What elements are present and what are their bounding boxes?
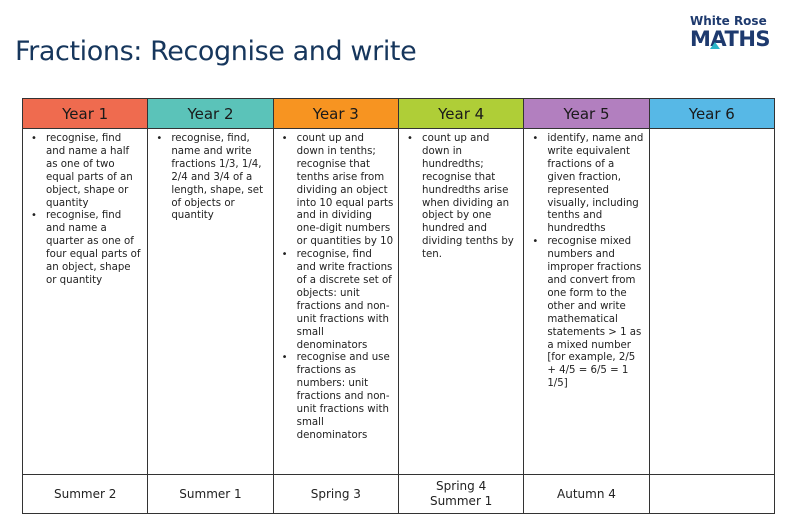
year-6-term <box>649 475 774 514</box>
year-2-header: Year 2 <box>148 99 273 129</box>
curriculum-table <box>22 98 775 514</box>
year-header-row <box>23 99 775 129</box>
year-3-term <box>273 475 398 514</box>
logo-maths-word: MATHS <box>690 27 771 51</box>
year-4-term <box>398 475 523 514</box>
year-4-objectives <box>399 133 523 262</box>
year-5-content <box>524 129 649 475</box>
page-title: Fractions: Recognise and write <box>15 36 417 67</box>
term-row <box>23 475 775 514</box>
year-1-term <box>23 475 148 514</box>
objective-item: • recognise and use fractions as numbers: unit fractions and non-unit fractions with small denominators <box>297 352 394 442</box>
logo-triangle-icon <box>710 42 720 49</box>
term-label: Summer 1 <box>179 486 242 501</box>
objective-item: • recognise, find and name a quarter as one of four equal parts of an object, shape or quantity <box>46 210 143 287</box>
objective-item: • recognise, find and write fractions of a discrete set of objects: unit fractions and non-unit fractions with small denominators <box>297 249 394 352</box>
objective-item: • count up and down in tenths; recognise that tenths arise from dividing an object into 10 equal parts and in dividing one-digit numbers or quantities by 10 <box>297 133 394 249</box>
year-2-objectives <box>148 133 272 223</box>
year-6-header: Year 6 <box>649 99 774 129</box>
term-label: Autumn 4 <box>557 486 616 501</box>
term-label: Spring 4 <box>436 479 487 493</box>
term-label: Spring 3 <box>310 486 361 501</box>
objective-item: • count up and down in hundredths; recognise that hundredths arise when dividing an object by one hundred and dividing tenths by ten. <box>422 133 519 262</box>
year-1-objectives <box>23 133 147 288</box>
year-5-header: Year 5 <box>524 99 649 129</box>
term-label: Summer 1 <box>429 494 493 508</box>
year-2-term <box>148 475 273 514</box>
year-3-content <box>273 129 398 475</box>
year-5-objectives <box>524 133 648 391</box>
year-1-header: Year 1 <box>23 99 148 129</box>
content-row <box>23 129 775 475</box>
year-4-content <box>398 129 523 475</box>
term-label: Summer 2 <box>53 486 117 501</box>
white-rose-maths-logo <box>690 14 780 50</box>
year-3-objectives <box>274 133 398 443</box>
year-3-header: Year 3 <box>273 99 398 129</box>
year-6-content <box>649 129 774 475</box>
objective-item: • identify, name and write equivalent fractions of a given fraction, represented visually, including tenths and hundredths <box>547 133 644 236</box>
objective-item: • recognise, find, name and write fractions 1/3, 1/4, 2/4 and 3/4 of a length, shape, set of objects or quantity <box>171 133 268 223</box>
year-5-term <box>524 475 649 514</box>
logo-main-text <box>690 28 780 50</box>
objective-item: • recognise, find and name a half as one of two equal parts of an object, shape or quantity <box>46 133 143 210</box>
year-4-header: Year 4 <box>398 99 523 129</box>
objective-item: • recognise mixed numbers and improper fractions and convert from one form to the other and write mathematical statements > 1 as a mixed number [for example, 2/5 + 4/5 = 6/5 = 1 1/5] <box>547 236 644 391</box>
year-2-content <box>148 129 273 475</box>
year-1-content <box>23 129 148 475</box>
logo-top-text: White Rose <box>690 14 767 28</box>
